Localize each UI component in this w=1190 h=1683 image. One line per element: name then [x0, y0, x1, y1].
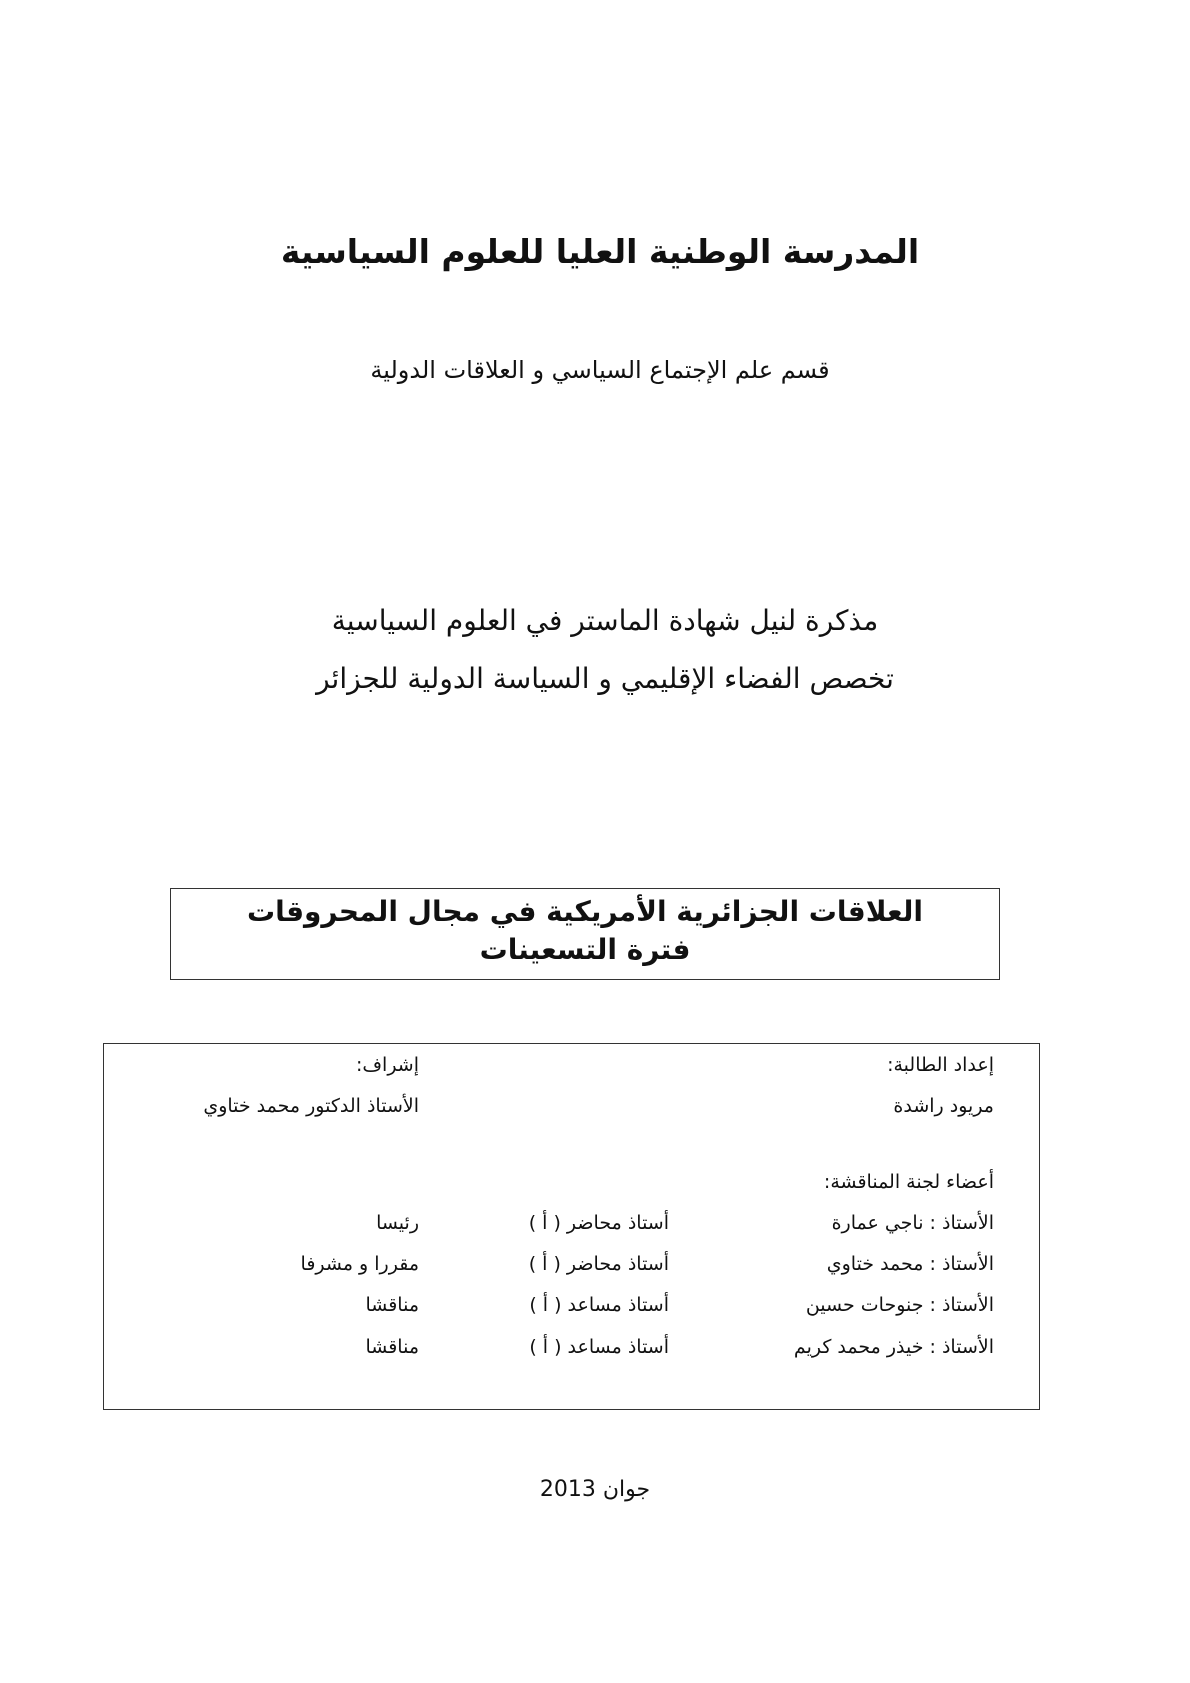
student-name: مريود راشدة [893, 1095, 994, 1117]
committee-member-1-rank: أستاذ محاضر ( أ ) [528, 1212, 669, 1234]
info-box [103, 1043, 1040, 1410]
committee-member-3-name: الأستاذ : جنوحات حسين [805, 1294, 994, 1316]
committee-member-4-name: الأستاذ : خيذر محمد كريم [793, 1336, 994, 1358]
thesis-title-box [170, 888, 1000, 980]
school-name: المدرسة الوطنية العليا للعلوم السياسية [280, 232, 920, 271]
thesis-specialization: تخصص الفضاء الإقليمي و السياسة الدولية للجزائر [316, 662, 894, 695]
committee-label: أعضاء لجنة المناقشة: [823, 1171, 994, 1193]
committee-member-2-rank: أستاذ محاضر ( أ ) [528, 1253, 669, 1275]
committee-member-2-role: مقررا و مشرفا [300, 1253, 419, 1275]
committee-member-4-rank: أستاذ مساعد ( أ ) [529, 1336, 669, 1358]
committee-member-3-role: مناقشا [365, 1294, 419, 1316]
thesis-purpose: مذكرة لنيل شهادة الماستر في العلوم السياسية [331, 604, 879, 637]
student-label: إعداد الطالبة: [887, 1054, 994, 1076]
submission-date: جوان 2013 [539, 1477, 651, 1502]
committee-member-1-name: الأستاذ : ناجي عمارة [831, 1212, 994, 1234]
committee-member-1-role: رئيسا [376, 1212, 419, 1234]
thesis-title-line-1: العلاقات الجزائرية الأمريكية في مجال المحروقات [247, 895, 923, 928]
committee-member-4-role: مناقشا [365, 1336, 419, 1358]
thesis-title-line-2: فترة التسعينات [479, 933, 691, 966]
committee-member-3-rank: أستاذ مساعد ( أ ) [529, 1294, 669, 1316]
supervisor-name: الأستاذ الدكتور محمد ختاوي [203, 1095, 419, 1117]
department-name: قسم علم الإجتماع السياسي و العلاقات الدولية [370, 356, 830, 384]
committee-member-2-name: الأستاذ : محمد ختاوي [826, 1253, 994, 1275]
supervision-label: إشراف: [355, 1054, 419, 1076]
